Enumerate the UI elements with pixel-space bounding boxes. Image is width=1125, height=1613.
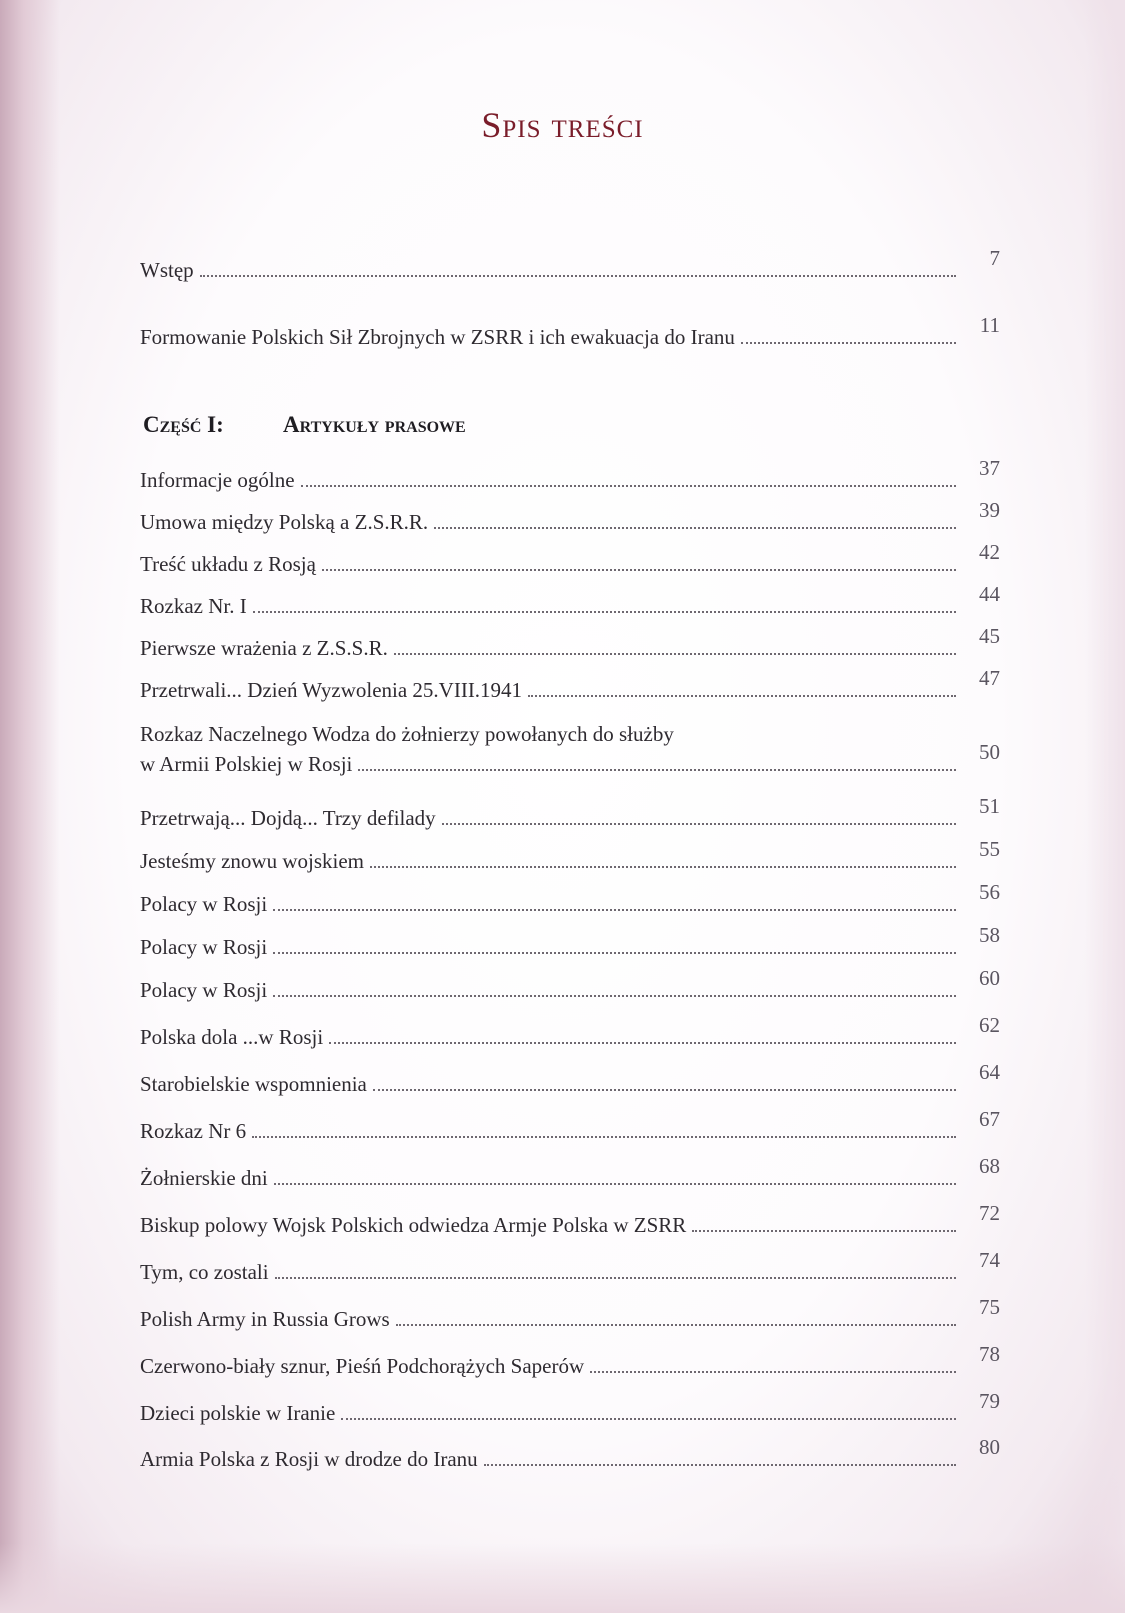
page-shadow-bottom bbox=[0, 1543, 1125, 1613]
toc-entry-text: Tym, co zostali bbox=[140, 1260, 269, 1284]
toc-entry bbox=[140, 1060, 1000, 1096]
toc-page-number: 68 bbox=[979, 1154, 1000, 1178]
toc-entry-text: Informacje ogólne bbox=[140, 468, 295, 492]
toc-page-number: 80 bbox=[979, 1435, 1000, 1459]
part-heading bbox=[143, 412, 466, 438]
toc-entry-text: Formowanie Polskich Sił Zbrojnych w ZSRR i ich ewakuacja do Iranu bbox=[140, 325, 735, 349]
toc-entry-text: Polish Army in Russia Grows bbox=[140, 1307, 390, 1331]
toc-entry bbox=[140, 837, 1000, 873]
toc-entry bbox=[140, 1342, 1000, 1378]
toc-page-number: 62 bbox=[979, 1013, 1000, 1037]
toc-page-number: 74 bbox=[979, 1248, 1000, 1272]
toc-entry-text: w Armii Polskiej w Rosji bbox=[140, 752, 353, 776]
dot-leader bbox=[590, 1371, 956, 1373]
dot-leader bbox=[484, 1464, 956, 1466]
toc-entry bbox=[140, 1435, 1000, 1471]
toc-entry bbox=[140, 582, 1000, 618]
toc-entry-text: Polska dola ...w Rosji bbox=[140, 1025, 324, 1049]
toc-page-number: 64 bbox=[979, 1060, 1000, 1084]
dot-leader bbox=[396, 1324, 956, 1326]
toc-page-number: 47 bbox=[979, 666, 1000, 690]
part-name: Artykuły prasowe bbox=[283, 412, 466, 437]
dot-leader bbox=[692, 1230, 956, 1232]
toc-entry-text: Dzieci polskie w Iranie bbox=[140, 1401, 336, 1425]
dot-leader bbox=[394, 653, 956, 655]
dot-leader bbox=[273, 952, 956, 954]
toc-page-number: 67 bbox=[979, 1107, 1000, 1131]
toc-page-number: 56 bbox=[979, 880, 1000, 904]
toc-page-number: 50 bbox=[979, 740, 1000, 764]
toc-entry-text: Polacy w Rosji bbox=[140, 892, 268, 916]
toc-entry-text: Polacy w Rosji bbox=[140, 978, 268, 1002]
toc-entry bbox=[140, 1013, 1000, 1049]
dot-leader bbox=[274, 1183, 956, 1185]
dot-leader bbox=[358, 769, 956, 771]
dot-leader bbox=[275, 1277, 956, 1279]
toc-entry bbox=[140, 880, 1000, 916]
toc-entry bbox=[140, 498, 1000, 534]
dot-leader bbox=[253, 611, 956, 613]
toc-page-number: 45 bbox=[979, 624, 1000, 648]
toc-entry bbox=[140, 1154, 1000, 1190]
toc-entry bbox=[140, 540, 1000, 576]
dot-leader bbox=[273, 995, 956, 997]
toc-page-number: 60 bbox=[979, 966, 1000, 990]
toc-entry bbox=[140, 456, 1000, 492]
part-number: Część I: bbox=[143, 412, 224, 437]
toc-entry-text: Żołnierskie dni bbox=[140, 1166, 268, 1190]
toc-entry-text: Przetrwają... Dojdą... Trzy defilady bbox=[140, 806, 436, 830]
toc-page-number: 11 bbox=[979, 313, 1000, 337]
dot-leader bbox=[200, 275, 956, 277]
toc-page-number: 79 bbox=[979, 1389, 1000, 1413]
toc-entry-text: Starobielskie wspomnienia bbox=[140, 1072, 367, 1096]
dot-leader bbox=[373, 1089, 956, 1091]
toc-entry bbox=[140, 923, 1000, 959]
toc-entry bbox=[140, 1248, 1000, 1284]
toc-entry-text: Pierwsze wrażenia z Z.S.S.R. bbox=[140, 636, 388, 660]
page-title: Spis treści bbox=[481, 105, 644, 145]
toc-page-number: 39 bbox=[979, 498, 1000, 522]
toc-entry bbox=[140, 624, 1000, 660]
page-shadow-left bbox=[0, 0, 60, 1613]
dot-leader bbox=[434, 527, 956, 529]
dot-leader bbox=[741, 342, 956, 344]
toc-page-number: 37 bbox=[979, 456, 1000, 480]
toc-page-number: 75 bbox=[979, 1295, 1000, 1319]
toc-entry bbox=[140, 1201, 1000, 1237]
toc-entry-intro bbox=[140, 246, 1000, 282]
toc-entry bbox=[140, 1107, 1000, 1143]
toc-entry-text: Polacy w Rosji bbox=[140, 935, 268, 959]
dot-leader bbox=[341, 1418, 956, 1420]
dot-leader bbox=[528, 695, 956, 697]
toc-entry bbox=[140, 966, 1000, 1002]
toc-entry-text: Rozkaz Nr. I bbox=[140, 594, 247, 618]
toc-entry-text: Czerwono-biały sznur, Pieśń Podchorążych Saperów bbox=[140, 1354, 585, 1378]
toc-page-number: 58 bbox=[979, 923, 1000, 947]
toc-entry-text: Treść układu z Rosją bbox=[140, 552, 316, 576]
toc-entry-formation bbox=[140, 313, 1000, 349]
toc-entry bbox=[140, 666, 1000, 702]
toc-entry bbox=[140, 1389, 1000, 1425]
toc-page-number: 78 bbox=[979, 1342, 1000, 1366]
dot-leader bbox=[329, 1042, 956, 1044]
toc-entry-text: Wstęp bbox=[140, 258, 194, 282]
toc-entry bbox=[140, 794, 1000, 830]
dot-leader bbox=[322, 569, 956, 571]
page-shadow-right bbox=[1085, 0, 1125, 1613]
toc-entry-text: Przetrwali... Dzień Wyzwolenia 25.VIII.1941 bbox=[140, 678, 523, 702]
toc-entry-two-line bbox=[140, 722, 1000, 776]
toc-entry-text: Jesteśmy znowu wojskiem bbox=[140, 849, 364, 873]
toc-entry bbox=[140, 1295, 1000, 1331]
dot-leader bbox=[442, 823, 956, 825]
toc-entry-text: Armia Polska z Rosji w drodze do Iranu bbox=[140, 1447, 478, 1471]
toc-page-number: 42 bbox=[979, 540, 1000, 564]
toc-page-number: 44 bbox=[979, 582, 1000, 606]
toc-page-number: 51 bbox=[979, 794, 1000, 818]
toc-page-number: 7 bbox=[989, 246, 1000, 270]
toc-entry-text-line1: Rozkaz Naczelnego Wodza do żołnierzy powołanych do służby bbox=[140, 722, 674, 746]
toc-entry-text: Biskup polowy Wojsk Polskich odwiedza Armje Polska w ZSRR bbox=[140, 1213, 687, 1237]
toc-entry-text: Umowa między Polską a Z.S.R.R. bbox=[140, 510, 429, 534]
dot-leader bbox=[252, 1136, 956, 1138]
toc-page-number: 72 bbox=[979, 1201, 1000, 1225]
dot-leader bbox=[370, 866, 956, 868]
toc-page-number: 55 bbox=[979, 837, 1000, 861]
dot-leader bbox=[301, 485, 956, 487]
dot-leader bbox=[273, 909, 956, 911]
toc-entry-text: Rozkaz Nr 6 bbox=[140, 1119, 247, 1143]
